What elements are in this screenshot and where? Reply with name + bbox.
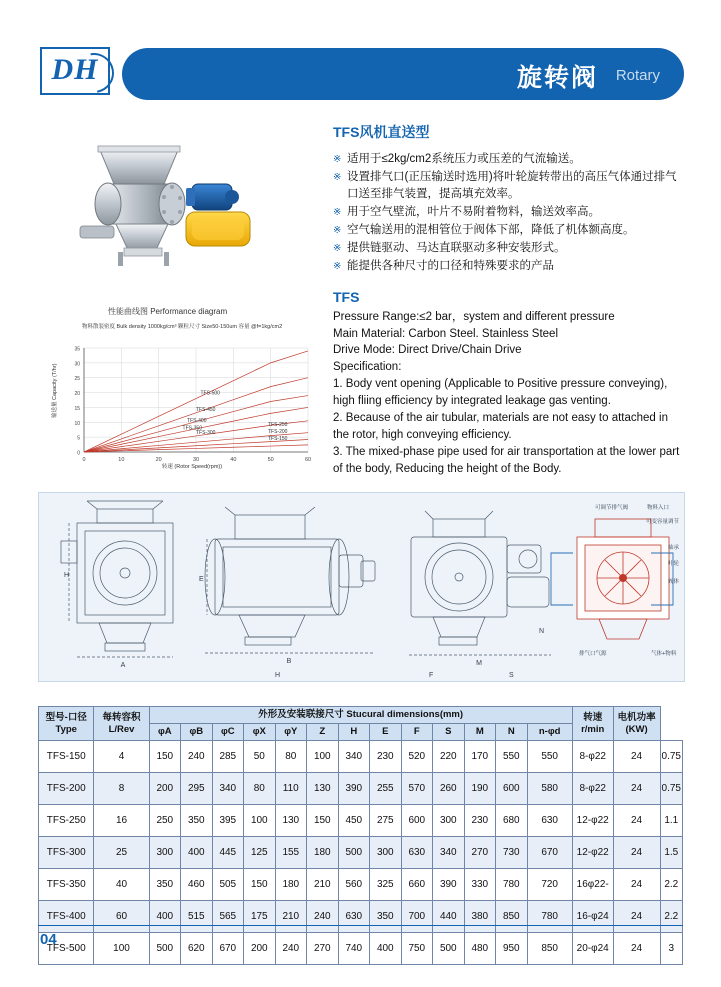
table-cell: TFS-400 bbox=[39, 901, 94, 933]
svg-text:F: F bbox=[429, 672, 434, 679]
list-item-text: 能提供各种尺寸的口径和特殊要求的产品 bbox=[347, 260, 554, 272]
performance-chart bbox=[42, 300, 317, 485]
col-type-l1: 型号-口径 bbox=[45, 711, 87, 723]
table-cell: 850 bbox=[527, 933, 572, 965]
table-cell: 12-φ22 bbox=[572, 837, 613, 869]
tfs-heading: TFS bbox=[333, 289, 360, 305]
table-cell: 400 bbox=[370, 933, 402, 965]
table-cell: 180 bbox=[307, 837, 339, 869]
company-logo bbox=[40, 47, 110, 95]
svg-text:输送量 Capacity (T/hr): 输送量 Capacity (T/hr) bbox=[52, 363, 58, 418]
table-cell: 150 bbox=[149, 741, 181, 773]
table-row bbox=[39, 837, 683, 869]
svg-text:TFS-400: TFS-400 bbox=[187, 418, 207, 425]
specification-item-2: 2. Because of the air tubular, materials are not easy to attached in the rotor, high conveying efficiency. bbox=[333, 412, 668, 441]
svg-text:15: 15 bbox=[74, 405, 80, 412]
table-cell: 250 bbox=[149, 805, 181, 837]
svg-text:TFS-150: TFS-150 bbox=[268, 436, 288, 442]
svg-text:60: 60 bbox=[304, 457, 312, 463]
table-cell: 630 bbox=[527, 805, 572, 837]
table-cell: 720 bbox=[527, 869, 572, 901]
svg-text:25: 25 bbox=[74, 376, 80, 383]
star-icon: ※ bbox=[333, 207, 342, 218]
table-cell: 24 bbox=[613, 837, 660, 869]
table-cell: 480 bbox=[464, 933, 496, 965]
section-title: TFS风机直送型 bbox=[333, 124, 430, 140]
table-cell: 630 bbox=[401, 837, 433, 869]
svg-text:可变容量调节: 可变容量调节 bbox=[645, 519, 679, 525]
svg-text:叶轮: 叶轮 bbox=[667, 561, 679, 567]
table-cell: 110 bbox=[275, 773, 307, 805]
table-cell: 295 bbox=[181, 773, 213, 805]
table-cell: 20-φ24 bbox=[572, 933, 613, 965]
col-B: φB bbox=[181, 724, 213, 741]
table-cell: 8 bbox=[94, 773, 149, 805]
table-cell: 565 bbox=[212, 901, 244, 933]
table-cell: 130 bbox=[275, 805, 307, 837]
list-item bbox=[333, 258, 683, 275]
table-cell: 3 bbox=[660, 933, 682, 965]
svg-text:5: 5 bbox=[77, 435, 80, 442]
table-cell: 390 bbox=[338, 773, 370, 805]
svg-text:转速 (Rotor Speed(rpm)): 转速 (Rotor Speed(rpm)) bbox=[161, 464, 223, 470]
svg-text:S: S bbox=[509, 672, 514, 679]
col-Y: φY bbox=[275, 724, 307, 741]
table-row bbox=[39, 901, 683, 933]
table-cell: 515 bbox=[181, 901, 213, 933]
table-cell: 500 bbox=[338, 837, 370, 869]
table-cell: 740 bbox=[338, 933, 370, 965]
table-row bbox=[39, 805, 683, 837]
table-cell: 130 bbox=[307, 773, 339, 805]
col-volume-l1: 每转容积 bbox=[102, 711, 141, 723]
technical-drawings-panel bbox=[38, 492, 685, 682]
svg-text:物料入口: 物料入口 bbox=[647, 505, 670, 511]
svg-text:B: B bbox=[286, 658, 292, 665]
table-cell: 240 bbox=[181, 741, 213, 773]
svg-text:E: E bbox=[199, 576, 204, 583]
list-item-text: 用于空气壁流，叶片不易附着物料，输送效率高。 bbox=[347, 206, 600, 218]
title-banner bbox=[122, 48, 684, 100]
col-A: φA bbox=[149, 724, 181, 741]
table-cell: 670 bbox=[527, 837, 572, 869]
list-item bbox=[333, 151, 683, 168]
table-cell: 670 bbox=[212, 933, 244, 965]
table-cell: 240 bbox=[275, 933, 307, 965]
table-cell: 260 bbox=[433, 773, 465, 805]
list-item bbox=[333, 204, 683, 221]
table-cell: 24 bbox=[613, 773, 660, 805]
table-cell: 0.75 bbox=[660, 741, 682, 773]
pressure-range: Pressure Range:≤2 bar，system and different pressure bbox=[333, 311, 615, 323]
svg-text:排气口气源: 排气口气源 bbox=[579, 651, 607, 657]
svg-text:物料散装密度 Bulk density 1000kg/cm³: 物料散装密度 Bulk density 1000kg/cm³ 颗粒尺寸 Size50-150um 容量 @f=1kg/cm2 bbox=[82, 324, 283, 330]
col-Z: Z bbox=[307, 724, 339, 741]
col-H: H bbox=[338, 724, 370, 741]
table-cell: 380 bbox=[464, 901, 496, 933]
drive-mode: Drive Mode: Direct Drive/Chain Drive bbox=[333, 344, 522, 356]
col-F: F bbox=[401, 724, 433, 741]
svg-text:气体+物料: 气体+物料 bbox=[651, 651, 677, 657]
table-row bbox=[39, 933, 683, 965]
svg-text:阀体: 阀体 bbox=[667, 579, 679, 585]
col-type bbox=[39, 707, 94, 741]
table-cell: 210 bbox=[307, 869, 339, 901]
table-cell: 40 bbox=[94, 869, 149, 901]
svg-text:10: 10 bbox=[118, 457, 125, 463]
svg-text:TFS-450: TFS-450 bbox=[196, 406, 216, 413]
col-rpm-l1: 转速 bbox=[583, 711, 603, 723]
table-cell: 230 bbox=[370, 741, 402, 773]
table-cell: 16φ22- bbox=[572, 869, 613, 901]
svg-text:40: 40 bbox=[230, 457, 237, 463]
table-cell: 780 bbox=[527, 901, 572, 933]
table-cell: 340 bbox=[212, 773, 244, 805]
svg-text:性能曲线图 Performance diagram: 性能曲线图 Performance diagram bbox=[108, 307, 228, 316]
table-cell: 340 bbox=[433, 837, 465, 869]
table-cell: 950 bbox=[496, 933, 528, 965]
table-cell: TFS-300 bbox=[39, 837, 94, 869]
table-cell: 600 bbox=[496, 773, 528, 805]
table-cell: 300 bbox=[149, 837, 181, 869]
table-cell: 350 bbox=[149, 869, 181, 901]
list-item bbox=[333, 222, 683, 239]
svg-text:30: 30 bbox=[74, 361, 80, 368]
table-cell: 300 bbox=[433, 805, 465, 837]
table-cell: TFS-500 bbox=[39, 933, 94, 965]
table-cell: 180 bbox=[275, 869, 307, 901]
table-cell: 270 bbox=[464, 837, 496, 869]
table-cell: 155 bbox=[275, 837, 307, 869]
table-cell: 1.5 bbox=[660, 837, 682, 869]
svg-text:轴承: 轴承 bbox=[667, 545, 679, 551]
star-icon: ※ bbox=[333, 154, 342, 165]
table-cell: 680 bbox=[496, 805, 528, 837]
table-cell: 450 bbox=[338, 805, 370, 837]
table-cell: 24 bbox=[613, 805, 660, 837]
table-cell: 200 bbox=[244, 933, 276, 965]
specification-item-3: 3. The mixed-phase pipe used for air transportation at the lower part of the body, Reducing the height of the Body. bbox=[333, 446, 680, 475]
table-cell: 150 bbox=[307, 805, 339, 837]
svg-text:A: A bbox=[120, 662, 126, 669]
svg-text:TFS-350: TFS-350 bbox=[182, 425, 203, 432]
product-photo bbox=[60, 140, 310, 275]
table-cell: 780 bbox=[496, 869, 528, 901]
svg-text:H: H bbox=[275, 672, 281, 679]
table-cell: 505 bbox=[212, 869, 244, 901]
table-cell: 80 bbox=[244, 773, 276, 805]
star-icon: ※ bbox=[333, 243, 342, 254]
col-nd: n-φd bbox=[527, 724, 572, 741]
table-cell: 500 bbox=[433, 933, 465, 965]
table-cell: 350 bbox=[370, 901, 402, 933]
table-cell: 600 bbox=[401, 805, 433, 837]
col-M: M bbox=[464, 724, 496, 741]
col-type-l2: Type bbox=[55, 723, 77, 735]
table-cell: 25 bbox=[94, 837, 149, 869]
table-cell: 220 bbox=[433, 741, 465, 773]
table-cell: 170 bbox=[464, 741, 496, 773]
table-cell: 190 bbox=[464, 773, 496, 805]
table-cell: 325 bbox=[370, 869, 402, 901]
col-C: φC bbox=[212, 724, 244, 741]
col-volume-l2: L/Rev bbox=[108, 723, 135, 735]
table-cell: 390 bbox=[433, 869, 465, 901]
table-cell: 24 bbox=[613, 901, 660, 933]
table-cell: 550 bbox=[527, 741, 572, 773]
feature-list bbox=[333, 151, 683, 275]
col-group-dimensions: 外形及安装联接尺寸 Stucural dimensions(mm) bbox=[149, 707, 572, 724]
table-cell: 240 bbox=[307, 901, 339, 933]
table-cell: 395 bbox=[212, 805, 244, 837]
list-item-text: 设置排气口(正压输送时选用)将叶轮旋转带出的高压气体通过排气口送至排气装置，提高填充效率。 bbox=[347, 171, 677, 200]
table-cell: 100 bbox=[94, 933, 149, 965]
table-cell: 620 bbox=[181, 933, 213, 965]
table-cell: 275 bbox=[370, 805, 402, 837]
svg-text:20: 20 bbox=[74, 391, 80, 398]
table-cell: 350 bbox=[181, 805, 213, 837]
star-icon: ※ bbox=[333, 172, 342, 183]
table-cell: 550 bbox=[496, 741, 528, 773]
table-cell: 255 bbox=[370, 773, 402, 805]
table-cell: TFS-250 bbox=[39, 805, 94, 837]
table-cell: 2.2 bbox=[660, 869, 682, 901]
svg-text:0: 0 bbox=[77, 450, 80, 457]
banner-title-en: Rotary bbox=[615, 67, 660, 84]
svg-text:10: 10 bbox=[74, 420, 80, 427]
table-cell: 340 bbox=[338, 741, 370, 773]
svg-text:20: 20 bbox=[155, 457, 162, 463]
table-cell: 330 bbox=[464, 869, 496, 901]
table-cell: 580 bbox=[527, 773, 572, 805]
table-cell: 150 bbox=[244, 869, 276, 901]
table-cell: 1.1 bbox=[660, 805, 682, 837]
table-cell: 16 bbox=[94, 805, 149, 837]
footer-divider bbox=[38, 925, 683, 926]
table-cell: 660 bbox=[401, 869, 433, 901]
list-item-text: 提供链驱动、马达直联驱动多种安装形式。 bbox=[347, 242, 566, 254]
table-cell: 210 bbox=[275, 901, 307, 933]
table-cell: 12-φ22 bbox=[572, 805, 613, 837]
table-cell: TFS-200 bbox=[39, 773, 94, 805]
star-icon: ※ bbox=[333, 225, 342, 236]
page-header bbox=[0, 0, 721, 120]
table-cell: 730 bbox=[496, 837, 528, 869]
table-row bbox=[39, 773, 683, 805]
table-cell: 400 bbox=[149, 901, 181, 933]
banner-title-cn: 旋转阀 bbox=[516, 64, 598, 92]
svg-text:TFS-200: TFS-200 bbox=[268, 429, 288, 435]
table-cell: 100 bbox=[307, 741, 339, 773]
col-rpm-l2: r/min bbox=[581, 723, 605, 735]
table-cell: 500 bbox=[149, 933, 181, 965]
table-cell: 560 bbox=[338, 869, 370, 901]
svg-text:0: 0 bbox=[82, 457, 86, 463]
col-power-l1: 电机功率 bbox=[617, 711, 656, 723]
svg-text:TFS-250: TFS-250 bbox=[268, 422, 288, 428]
svg-text:M: M bbox=[476, 660, 482, 667]
svg-text:50: 50 bbox=[267, 457, 274, 463]
col-volume bbox=[94, 707, 149, 741]
product-description bbox=[333, 122, 683, 477]
logo-text: DH bbox=[51, 53, 99, 86]
svg-text:N: N bbox=[539, 628, 545, 635]
svg-text:H: H bbox=[64, 572, 70, 579]
col-S: S bbox=[433, 724, 465, 741]
svg-text:35: 35 bbox=[74, 346, 80, 353]
list-item-text: 适用于≤2kg/cm2系统压力或压差的气流输送。 bbox=[347, 153, 581, 165]
svg-text:TFS-300: TFS-300 bbox=[196, 429, 216, 436]
table-cell: 50 bbox=[244, 741, 276, 773]
table-cell: 270 bbox=[307, 933, 339, 965]
col-power-l2: (KW) bbox=[625, 723, 648, 735]
main-material: Main Material: Carbon Steel. Stainless Steel bbox=[333, 327, 558, 340]
table-cell: 520 bbox=[401, 741, 433, 773]
col-X: φX bbox=[244, 724, 276, 741]
col-E: E bbox=[370, 724, 402, 741]
table-cell: 24 bbox=[613, 933, 660, 965]
specification-item-1: 1. Body vent opening (Applicable to Positive pressure conveying), high fliing efficiency by integrated leakage gas venting. bbox=[333, 378, 668, 407]
svg-text:可调节排气阀: 可调节排气阀 bbox=[595, 505, 629, 511]
col-rpm bbox=[572, 707, 613, 741]
table-cell: 445 bbox=[212, 837, 244, 869]
table-cell: 0.75 bbox=[660, 773, 682, 805]
table-cell: 200 bbox=[149, 773, 181, 805]
list-item bbox=[333, 169, 683, 203]
table-cell: 570 bbox=[401, 773, 433, 805]
table-cell: 8-φ22 bbox=[572, 773, 613, 805]
table-cell: 175 bbox=[244, 901, 276, 933]
table-cell: 750 bbox=[401, 933, 433, 965]
svg-text:30: 30 bbox=[192, 457, 200, 463]
table-cell: 125 bbox=[244, 837, 276, 869]
table-cell: 16-φ24 bbox=[572, 901, 613, 933]
list-item bbox=[333, 240, 683, 257]
table-cell: 440 bbox=[433, 901, 465, 933]
col-N: N bbox=[496, 724, 528, 741]
table-cell: 100 bbox=[244, 805, 276, 837]
table-cell: 4 bbox=[94, 741, 149, 773]
table-header-row-1 bbox=[39, 707, 683, 724]
table-cell: 285 bbox=[212, 741, 244, 773]
table-row bbox=[39, 869, 683, 901]
table-cell: 630 bbox=[338, 901, 370, 933]
table-cell: 60 bbox=[94, 901, 149, 933]
table-cell: TFS-350 bbox=[39, 869, 94, 901]
table-row bbox=[39, 741, 683, 773]
svg-text:TFS-500: TFS-500 bbox=[200, 390, 220, 397]
table-cell: 400 bbox=[181, 837, 213, 869]
col-power bbox=[613, 707, 660, 741]
star-icon: ※ bbox=[333, 261, 342, 272]
table-cell: 460 bbox=[181, 869, 213, 901]
table-cell: 230 bbox=[464, 805, 496, 837]
table-cell: TFS-150 bbox=[39, 741, 94, 773]
table-cell: 24 bbox=[613, 869, 660, 901]
table-cell: 80 bbox=[275, 741, 307, 773]
list-item-text: 空气输送用的混相管位于阀体下部，降低了机体额高度。 bbox=[347, 224, 635, 236]
table-cell: 8-φ22 bbox=[572, 741, 613, 773]
table-cell: 2.2 bbox=[660, 901, 682, 933]
specifications-table bbox=[38, 706, 683, 965]
specification-label: Specification: bbox=[333, 360, 402, 373]
page-number: 04 bbox=[40, 931, 57, 948]
table-cell: 300 bbox=[370, 837, 402, 869]
table-cell: 850 bbox=[496, 901, 528, 933]
table-cell: 24 bbox=[613, 741, 660, 773]
table-cell: 700 bbox=[401, 901, 433, 933]
table-body bbox=[39, 741, 683, 965]
